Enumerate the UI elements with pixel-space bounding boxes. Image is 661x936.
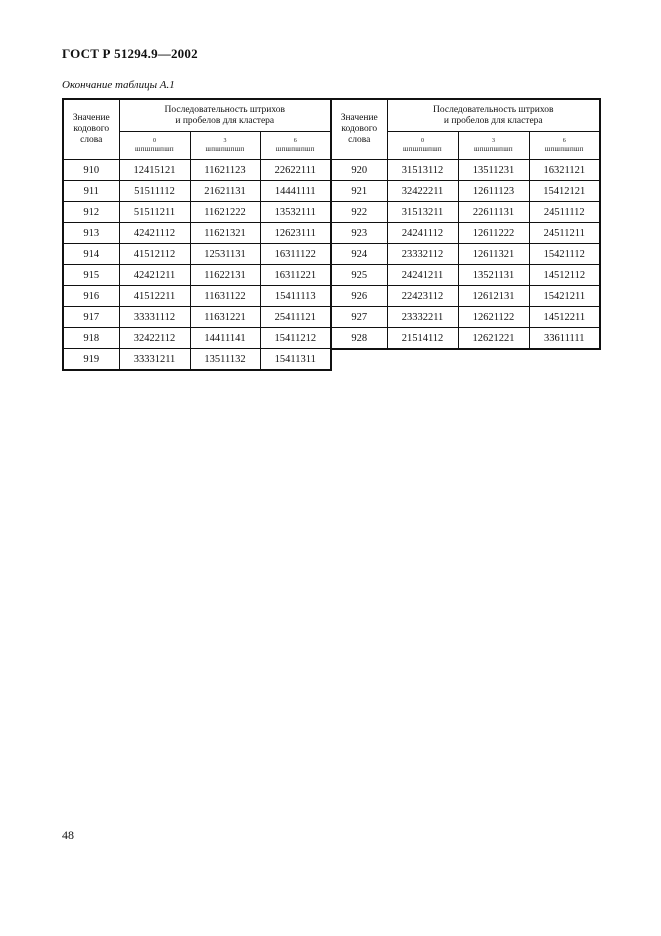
codeword-table-left [62,98,332,371]
sequence-cell: 32422112 [119,328,190,349]
sequence-column-header: Последовательность штрихов и пробелов для кластера [119,99,331,132]
right-table-body [331,160,600,350]
sequence-cell: 23332112 [387,244,458,265]
sequence-cell: 13511132 [190,349,260,371]
sequence-cell: 31513112 [387,160,458,181]
sequence-cell: 13521131 [458,265,529,286]
table-row [63,160,331,181]
table-row [331,244,600,265]
sequence-cell: 15412121 [529,181,600,202]
sequence-cell: 51511211 [119,202,190,223]
sequence-cell: 11622131 [190,265,260,286]
sequence-cell: 25411121 [260,307,331,328]
table-row [331,286,600,307]
sequence-cell: 16321121 [529,160,600,181]
table-row [63,307,331,328]
sequence-cell: 14512211 [529,307,600,328]
sequence-cell: 11631221 [190,307,260,328]
sequence-cell: 31513211 [387,202,458,223]
sequence-cell: 24511211 [529,223,600,244]
table-caption: Окончание таблицы А.1 [62,79,175,91]
sequence-cell: 24241112 [387,223,458,244]
codeword-value-cell: 924 [331,244,387,265]
table-row [63,244,331,265]
sequence-column-header: Последовательность штрихов и пробелов для кластера [387,99,600,132]
codeword-value-cell: 914 [63,244,119,265]
table-row [331,223,600,244]
sequence-cell: 42421112 [119,223,190,244]
codeword-value-cell: 925 [331,265,387,286]
sequence-cell: 21514112 [387,328,458,350]
table-row [331,160,600,181]
sequence-cell: 22622111 [260,160,331,181]
codeword-value-cell: 912 [63,202,119,223]
codeword-value-cell: 918 [63,328,119,349]
table-row [331,328,600,350]
codeword-value-cell: 928 [331,328,387,350]
sequence-cell: 16311122 [260,244,331,265]
sequence-cell: 21621131 [190,181,260,202]
sequence-cell: 11621123 [190,160,260,181]
sequence-cell: 13532111 [260,202,331,223]
table-row [63,223,331,244]
codeword-column-header: Значение кодового слова [331,99,387,160]
sequence-cell: 22423112 [387,286,458,307]
codeword-column-header: Значение кодового слова [63,99,119,160]
table-row [331,265,600,286]
codeword-value-cell: 917 [63,307,119,328]
sequence-cell: 14512112 [529,265,600,286]
sequence-cell: 22611131 [458,202,529,223]
page-number: 48 [62,828,74,842]
codeword-value-cell: 910 [63,160,119,181]
sequence-cell: 12612131 [458,286,529,307]
left-table-body [63,160,331,371]
sequence-cell: 11621222 [190,202,260,223]
sequence-cell: 42421211 [119,265,190,286]
sequence-cell: 15411113 [260,286,331,307]
sequence-cell: 12611222 [458,223,529,244]
sequence-cell: 11621321 [190,223,260,244]
sequence-cell: 13511231 [458,160,529,181]
codeword-value-cell: 920 [331,160,387,181]
document-header: ГОСТ Р 51294.9—2002 [62,46,198,61]
sequence-cell: 16311221 [260,265,331,286]
sequence-cell: 32422211 [387,181,458,202]
codeword-value-cell: 911 [63,181,119,202]
codeword-value-cell: 916 [63,286,119,307]
table-row [63,349,331,371]
table-row [63,328,331,349]
cluster-0-header: 0 шпшпшпшп [387,132,458,160]
cluster-3-header: 3 шпшпшпшп [458,132,529,160]
cluster-3-header: 3 шпшпшпшп [190,132,260,160]
codeword-value-cell: 915 [63,265,119,286]
codeword-value-cell: 921 [331,181,387,202]
codeword-value-cell: 913 [63,223,119,244]
sequence-cell: 12621122 [458,307,529,328]
table-row [63,181,331,202]
sequence-cell: 33611111 [529,328,600,350]
table-row [331,307,600,328]
sequence-cell: 41512112 [119,244,190,265]
sequence-cell: 15411212 [260,328,331,349]
sequence-cell: 11631122 [190,286,260,307]
cluster-6-header: 6 шпшпшпшп [529,132,600,160]
sequence-cell: 14441111 [260,181,331,202]
sequence-cell: 12611123 [458,181,529,202]
sequence-cell: 15421211 [529,286,600,307]
sequence-cell: 12611321 [458,244,529,265]
sequence-cell: 51511112 [119,181,190,202]
sequence-cell: 23332211 [387,307,458,328]
cluster-0-header: 0 шпшпшпшп [119,132,190,160]
table-row [331,202,600,223]
sequence-cell: 15411311 [260,349,331,371]
table-row [63,286,331,307]
sequence-cell: 12621221 [458,328,529,350]
sequence-cell: 24241211 [387,265,458,286]
codeword-value-cell: 923 [331,223,387,244]
cluster-6-header: 6 шпшпшпшп [260,132,331,160]
sequence-cell: 12531131 [190,244,260,265]
codeword-value-cell: 922 [331,202,387,223]
codeword-value-cell: 919 [63,349,119,371]
codeword-table-right [330,98,601,350]
table-row [63,202,331,223]
sequence-cell: 33331112 [119,307,190,328]
sequence-cell: 12415121 [119,160,190,181]
codeword-value-cell: 926 [331,286,387,307]
sequence-cell: 24511112 [529,202,600,223]
sequence-cell: 12623111 [260,223,331,244]
sequence-cell: 15421112 [529,244,600,265]
table-row [331,181,600,202]
sequence-cell: 33331211 [119,349,190,371]
codeword-value-cell: 927 [331,307,387,328]
table-row [63,265,331,286]
sequence-cell: 14411141 [190,328,260,349]
sequence-cell: 41512211 [119,286,190,307]
